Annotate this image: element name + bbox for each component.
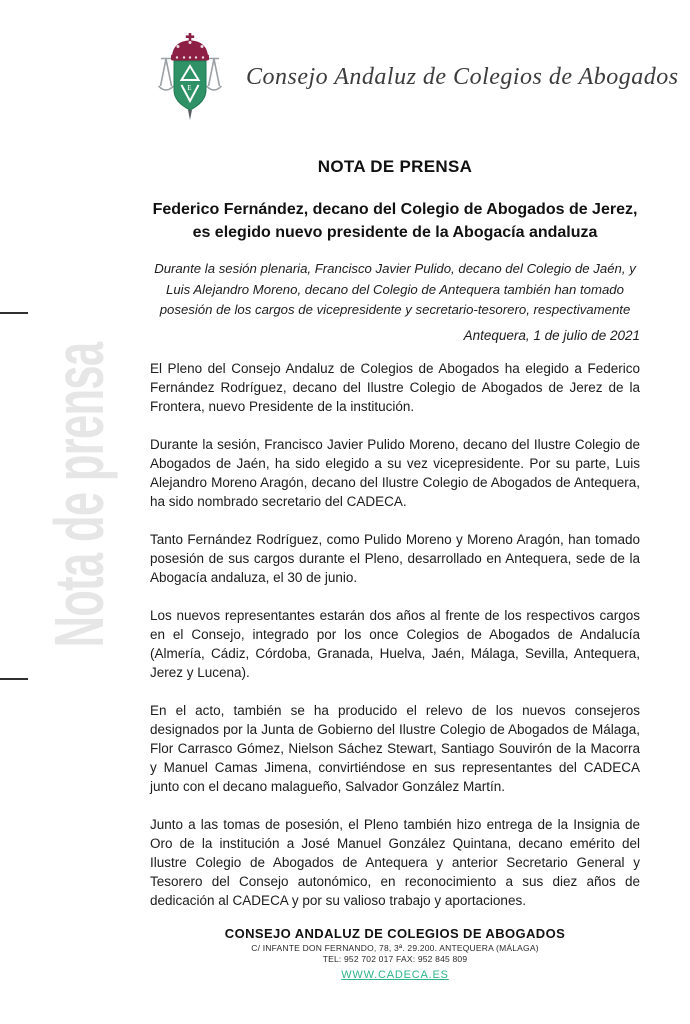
svg-text:E: E — [187, 84, 192, 92]
website-link[interactable]: WWW.CADECA.ES — [341, 969, 449, 981]
body-paragraph: El Pleno del Consejo Andaluz de Colegios de Abogados ha elegido a Federico Fernández Rodríguez, decano del Ilustre Colegio de Abogados de Jerez de la Frontera, nuevo Presidente de la institución. — [150, 360, 640, 414]
headline-line: es elegido nuevo presidente de la Abogacía andaluza — [192, 224, 598, 241]
cross-finial-icon — [186, 33, 194, 41]
footer-address: C/ INFANTE DON FERNANDO, 78, 3ª. 29.200. ANTEQUERA (MÁLAGA) — [251, 943, 539, 953]
body-paragraph: Junto a las tomas de posesión, el Pleno también hizo entrega de la Insignia de Oro de la institución a José Manuel González Quintana, decano emérito del Ilustre Colegio de Abogados de Antequera y anterior Secretario General y Tesorero del Consejo autonómico, en reconocimiento a sus diez años de dedicación al CADECA y por su valioso trabajo y aportaciones. — [150, 816, 640, 908]
subheadline — [150, 259, 640, 321]
body-paragraph: Tanto Fernández Rodríguez, como Pulido Moreno y Moreno Aragón, han tomado posesión de sus cargos durante el Pleno, desarrollado en Antequera, sede de la Abogacía andaluza, el 30 de junio. — [150, 531, 640, 585]
vertical-watermark-text: Nota de prensa — [40, 342, 118, 648]
subheadline-line: Luis Alejandro Moreno, decano del Colegio de Antequera también han tomado — [166, 281, 624, 297]
document-body — [150, 157, 640, 929]
footer — [150, 926, 640, 983]
crown-icon — [171, 41, 209, 61]
headline-line: Federico Fernández, decano del Colegio de Abogados de Jerez, — [152, 201, 638, 218]
body-paragraph: En el acto, también se ha producido el relevo de los nuevos consejeros designados por la Junta de Gobierno del Ilustre Colegio de Abogados de Málaga, Flor Carrasco Gómez, Nielson Sáchez Stewart, Santiago Souvirón de la Macorra y Manuel Camas Jimena, convirtiéndose en sus representantes del CADECA junto con el decano malagueño, Salvador González Martín. — [150, 702, 640, 794]
sword-tip-icon — [188, 110, 192, 120]
body-paragraph: Los nuevos representantes estarán dos años al frente de los respectivos cargos en el Consejo, integrado por los once Colegios de Abogados de Andalucía (Almería, Cádiz, Córdoba, Granada, Huelva, Jaén, Málaga, Sevilla, Antequera, Jerez y Lucena). — [150, 607, 640, 680]
cadeca-crest-logo — [156, 33, 224, 121]
paragraphs — [150, 359, 640, 910]
subheadline-line: posesión de los cargos de vicepresidente y secretario-tesorero, respectivamente — [159, 302, 631, 317]
org-script-name: Consejo Andaluz de Colegios de Abogados — [246, 63, 679, 90]
shield-icon — [174, 61, 206, 110]
crop-mark-bottom — [0, 678, 28, 680]
body-paragraph: Durante la sesión, Francisco Javier Pulido Moreno, decano del Ilustre Colegio de Abogados de Jaén, ha sido elegido a su vez vicepresidente. Por su parte, Luis Alejandro Moreno Aragón, decano del Ilustre Colegio de Abogados de Antequera, ha sido nombrado secretario del CADECA. — [150, 436, 640, 509]
footer-org-name: CONSEJO ANDALUZ DE COLEGIOS DE ABOGADOS — [224, 926, 566, 941]
subheadline-line: Durante la sesión plenaria, Francisco Javier Pulido, decano del Colegio de Jaén, y — [154, 261, 636, 276]
crop-mark-top — [0, 312, 28, 314]
document-kicker: NOTA DE PRENSA — [317, 157, 473, 176]
footer-phone-fax: TEL: 952 702 017 FAX: 952 845 809 — [322, 954, 468, 964]
dateline: Antequera, 1 de julio de 2021 — [463, 327, 640, 343]
headline — [150, 198, 640, 244]
letterhead — [156, 33, 679, 121]
